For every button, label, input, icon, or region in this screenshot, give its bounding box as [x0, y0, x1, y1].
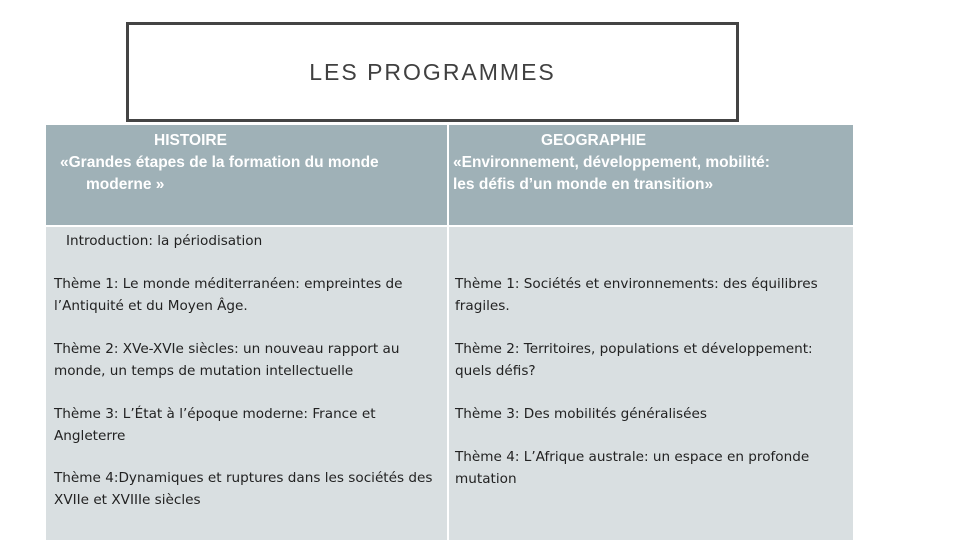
geographie-theme-3: Thème 3: Des mobilités généralisées [455, 406, 707, 422]
histoire-subtitle-line1: «Grandes étapes de la formation du monde [60, 154, 379, 171]
programmes-table [46, 125, 853, 540]
geographie-theme-4: Thème 4: L’Afrique australe: un espace en profonde mutation [455, 449, 810, 487]
histoire-subtitle-line2: moderne » [86, 176, 165, 193]
histoire-header [54, 130, 439, 196]
row-divider [46, 225, 853, 227]
histoire-intro: Introduction: la périodisation [66, 233, 263, 249]
histoire-heading: HISTOIRE [154, 132, 227, 149]
histoire-theme-3: Thème 3: L’État à l’époque moderne: France et Angleterre [54, 406, 376, 444]
histoire-theme-1: Thème 1: Le monde méditerranéen: empreintes de l’Antiquité et du Moyen Âge. [54, 276, 403, 314]
title-box [126, 22, 739, 122]
geographie-subtitle-line2: les défis d’un monde en transition» [453, 176, 714, 193]
histoire-theme-2: Thème 2: XVe-XVIe siècles: un nouveau rapport au monde, un temps de mutation intellectuelle [54, 341, 400, 379]
page-title: LES PROGRAMMES [309, 59, 556, 85]
column-divider [447, 125, 449, 540]
histoire-theme-4: Thème 4:Dynamiques et ruptures dans les sociétés des XVIIe et XVIIIe siècles [54, 470, 433, 508]
geographie-theme-1: Thème 1: Sociétés et environnements: des équilibres fragiles. [455, 276, 818, 314]
geographie-heading: GEOGRAPHIE [541, 132, 647, 149]
geographie-header [453, 130, 848, 196]
geographie-theme-2: Thème 2: Territoires, populations et développement: quels défis? [455, 341, 813, 379]
geographie-subtitle-line1: «Environnement, développement, mobilité: [453, 154, 770, 171]
